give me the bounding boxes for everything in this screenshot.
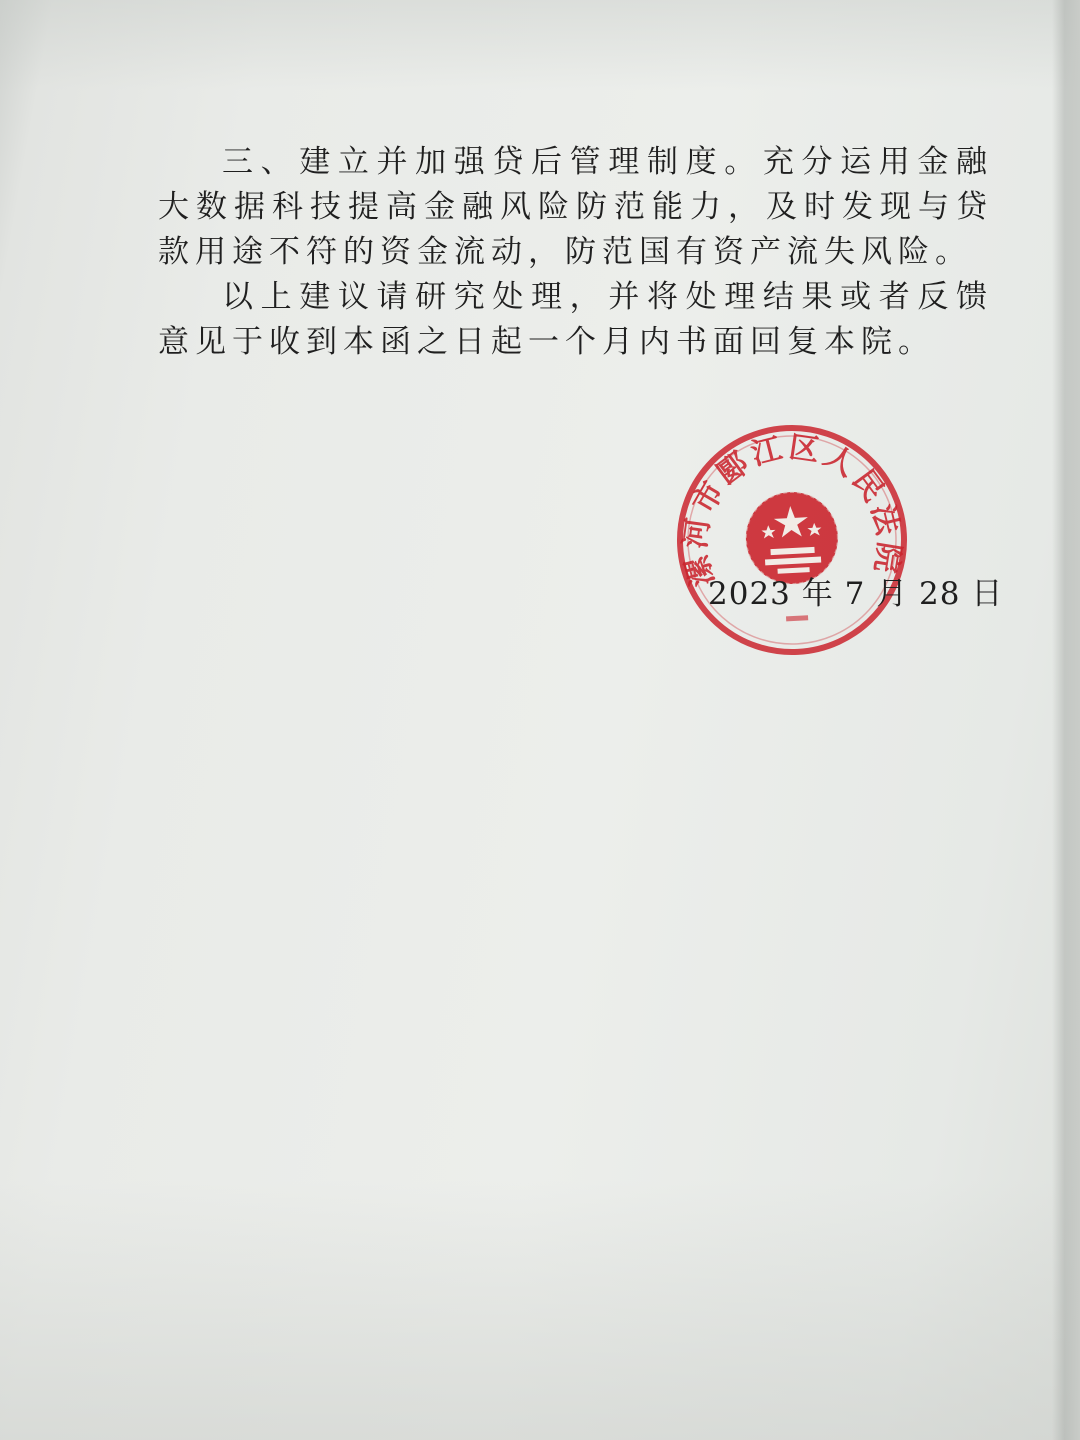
svg-text:漯河市郾江区人民法院: 漯河市郾江区人民法院 bbox=[677, 429, 907, 591]
paragraph-loan-management: 三、建立并加强贷后管理制度。充分运用金融大数据科技提高金融风险防范能力，及时发现与贷款用途不符的资金流动，防范国有资产流失风险。 bbox=[158, 144, 993, 270]
top-shadow bbox=[0, 0, 1080, 90]
document-body bbox=[158, 140, 993, 365]
court-seal-stamp bbox=[666, 414, 918, 666]
paragraph-reply-request: 以上建议请研究处理，并将处理结果或者反馈意见于收到本函之日起一个月内书面回复本院。 bbox=[158, 279, 993, 360]
document-date: 2023 年 7 月 28 日 bbox=[708, 576, 1004, 612]
bottom-shadow bbox=[0, 1180, 1080, 1440]
page-edge bbox=[1052, 0, 1080, 1440]
